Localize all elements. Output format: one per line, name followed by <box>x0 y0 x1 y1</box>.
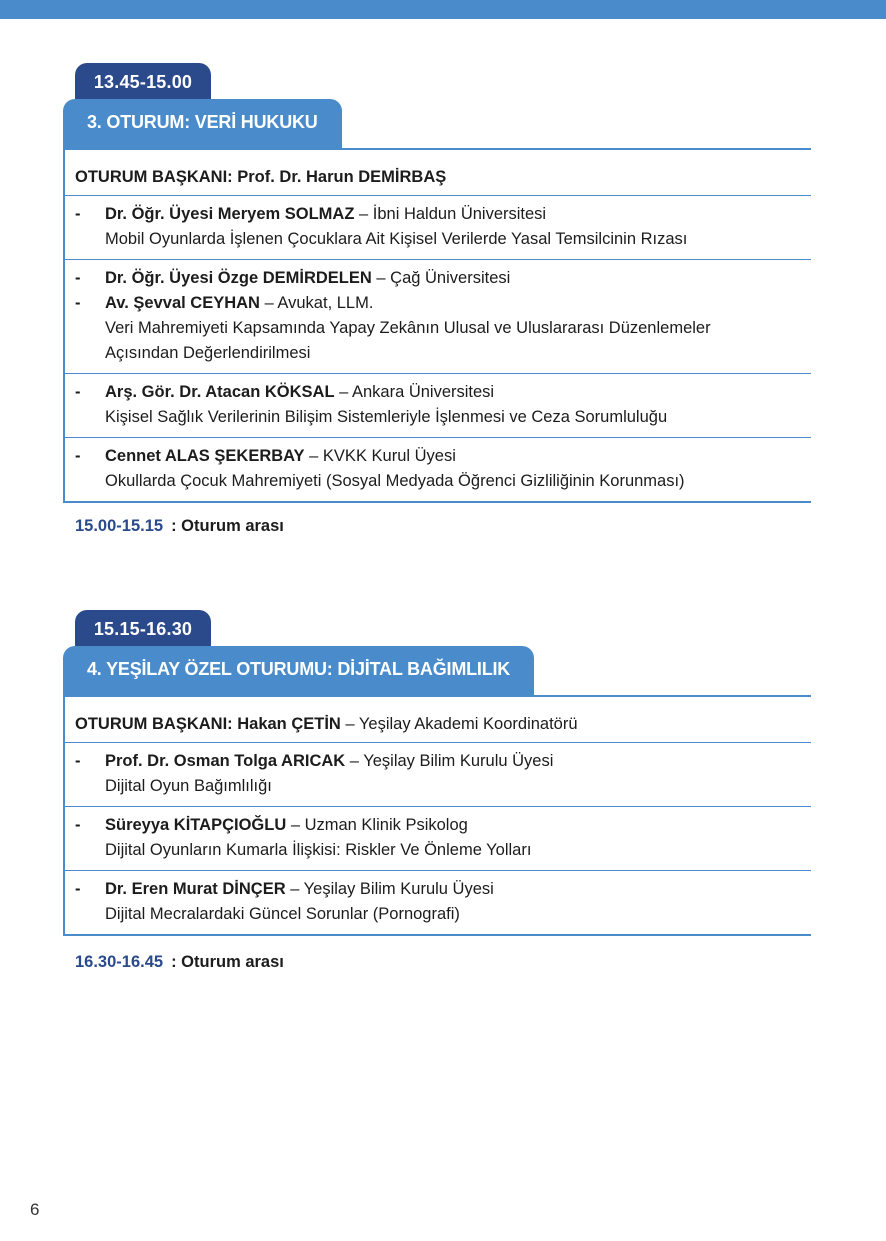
list-item <box>65 871 811 934</box>
talk-title-cont: Açısından Değerlendirilmesi <box>105 344 311 362</box>
speaker-name: Dr. Eren Murat DİNÇER <box>105 880 286 898</box>
session-box <box>63 148 811 503</box>
top-color-bar <box>0 0 886 19</box>
bullet-dash: - <box>75 205 81 223</box>
speaker-affiliation: – İbni Haldun Üniversitesi <box>354 205 547 223</box>
speaker-name: Cennet ALAS ŞEKERBAY <box>105 447 305 465</box>
chair-name: OTURUM BAŞKANI: Prof. Dr. Harun DEMİRBAŞ <box>75 168 447 186</box>
speaker-name: Prof. Dr. Osman Tolga ARICAK <box>105 752 346 770</box>
speaker-name: Av. Şevval CEYHAN <box>105 294 260 312</box>
talk-title: Mobil Oyunlarda İşlenen Çocuklara Ait Kişisel Verilerde Yasal Temsilcinin Rızası <box>105 230 688 248</box>
session-chair <box>65 150 811 196</box>
talk-title: Dijital Oyunların Kumarla İlişkisi: Riskler Ve Önleme Yolları <box>105 841 532 859</box>
break-label: : Oturum arası <box>171 517 284 535</box>
speaker-name: Dr. Öğr. Üyesi Meryem SOLMAZ <box>105 205 355 223</box>
speaker-name: Dr. Öğr. Üyesi Özge DEMİRDELEN <box>105 269 372 287</box>
talk-title: Dijital Oyun Bağımlılığı <box>105 777 272 795</box>
speaker-affiliation: – Avukat, LLM. <box>259 294 374 312</box>
break-label: : Oturum arası <box>171 953 284 971</box>
session-time-badge: 15.15-16.30 <box>75 610 211 652</box>
speaker-line <box>75 202 811 227</box>
speaker-line <box>75 291 811 316</box>
speaker-affiliation: – Yeşilay Bilim Kurulu Üyesi <box>285 880 494 898</box>
bullet-dash: - <box>75 383 81 401</box>
list-item <box>65 743 811 807</box>
session-chair <box>65 697 811 743</box>
bullet-dash: - <box>75 880 81 898</box>
speaker-affiliation: – Çağ Üniversitesi <box>371 269 511 287</box>
session-title: 4. YEŞİLAY ÖZEL OTURUMU: DİJİTAL BAĞIMLILIK <box>63 646 534 695</box>
bullet-dash: - <box>75 447 81 465</box>
speaker-line <box>75 877 811 902</box>
bullet-dash: - <box>75 816 81 834</box>
session-time-badge: 13.45-15.00 <box>75 63 211 105</box>
speaker-affiliation: – Uzman Klinik Psikolog <box>286 816 468 834</box>
speaker-name: Süreyya KİTAPÇIOĞLU <box>105 816 287 834</box>
speaker-affiliation: – KVKK Kurul Üyesi <box>304 447 456 465</box>
speaker-line <box>75 444 811 469</box>
break-time: 15.00-15.15 <box>75 517 164 535</box>
bullet-dash: - <box>75 294 81 312</box>
talk-title: Veri Mahremiyeti Kapsamında Yapay Zekânın Ulusal ve Uluslararası Düzenlemeler <box>105 319 711 337</box>
chair-role: – Yeşilay Akademi Koordinatörü <box>340 715 578 733</box>
speaker-line <box>75 749 811 774</box>
bullet-dash: - <box>75 269 81 287</box>
speaker-name: Arş. Gör. Dr. Atacan KÖKSAL <box>105 383 335 401</box>
chair-name: OTURUM BAŞKANI: Hakan ÇETİN <box>75 715 341 733</box>
list-item <box>65 196 811 260</box>
speaker-line <box>75 380 811 405</box>
list-item <box>65 807 811 871</box>
bullet-dash: - <box>75 752 81 770</box>
break-row <box>75 953 284 972</box>
session-title: 3. OTURUM: VERİ HUKUKU <box>63 99 342 148</box>
list-item <box>65 374 811 438</box>
speaker-line <box>75 266 811 291</box>
speaker-line <box>75 813 811 838</box>
break-time: 16.30-16.45 <box>75 953 164 971</box>
page-number: 6 <box>30 1200 40 1219</box>
list-item <box>65 260 811 374</box>
break-row <box>75 517 284 536</box>
list-item <box>65 438 811 501</box>
speaker-affiliation: – Yeşilay Bilim Kurulu Üyesi <box>345 752 554 770</box>
talk-title: Okullarda Çocuk Mahremiyeti (Sosyal Medyada Öğrenci Gizliliğinin Korunması) <box>105 472 685 490</box>
talk-title: Kişisel Sağlık Verilerinin Bilişim Sistemleriyle İşlenmesi ve Ceza Sorumluluğu <box>105 408 668 426</box>
session-box <box>63 695 811 936</box>
talk-title: Dijital Mecralardaki Güncel Sorunlar (Pornografi) <box>105 905 460 923</box>
speaker-affiliation: – Ankara Üniversitesi <box>334 383 495 401</box>
